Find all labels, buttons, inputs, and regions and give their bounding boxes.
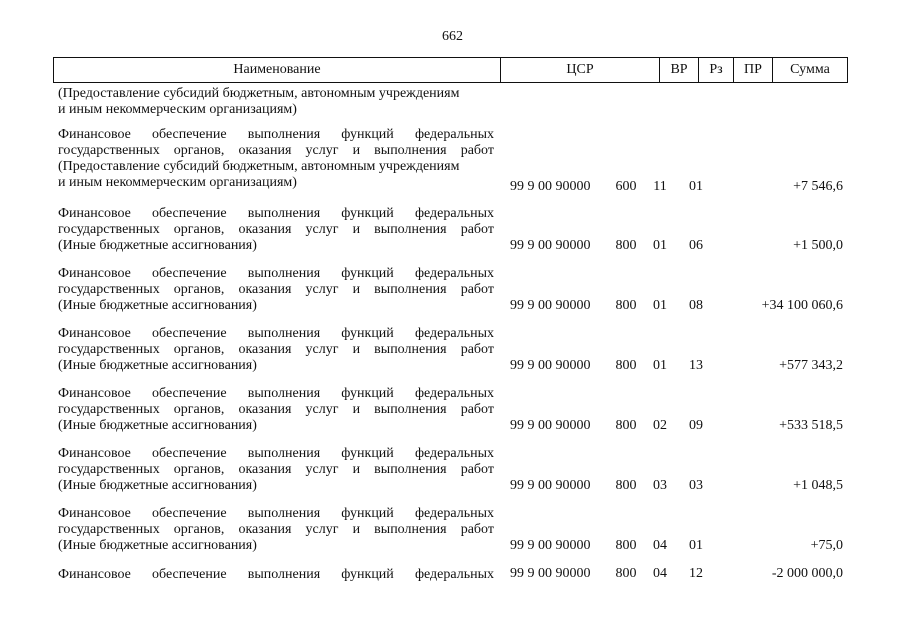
text-line: государственных органов, оказания услуг и выполнения работ [58, 143, 494, 158]
text-line: Финансовое обеспечение выполнения функций федеральных [58, 127, 494, 142]
cell-rz: 04 [653, 566, 667, 581]
cell-csr: 99 9 00 90000 [510, 298, 591, 313]
table-row-name [58, 446, 494, 494]
cell-sum: +1 500,0 [793, 238, 843, 253]
text-line: Финансовое обеспечение выполнения функций федеральных [58, 446, 494, 461]
text-line: Финансовое обеспечение выполнения функций федеральных [58, 206, 494, 221]
table-row-name [58, 386, 494, 434]
cell-sum: +75,0 [810, 538, 843, 553]
table-row-name [58, 206, 494, 254]
page-number: 662 [442, 29, 463, 44]
cell-csr: 99 9 00 90000 [510, 358, 591, 373]
table-row-name [58, 506, 494, 554]
cell-sum: +533 518,5 [779, 418, 843, 433]
cell-csr: 99 9 00 90000 [510, 418, 591, 433]
cell-csr: 99 9 00 90000 [510, 538, 591, 553]
continuation-text [58, 86, 494, 118]
cell-pr: 08 [689, 298, 703, 313]
cell-vr: 800 [615, 478, 637, 493]
cell-vr: 800 [615, 418, 637, 433]
table-row-name [58, 567, 494, 583]
cell-vr: 800 [615, 566, 637, 581]
cell-csr: 99 9 00 90000 [510, 566, 591, 581]
cell-pr: 06 [689, 238, 703, 253]
text-line: государственных органов, оказания услуг и выполнения работ [58, 282, 494, 297]
text-line: Финансовое обеспечение выполнения функций федеральных [58, 567, 494, 582]
header-rz: Рз [698, 58, 733, 82]
table-row-name [58, 266, 494, 314]
text-line: (Иные бюджетные ассигнования) [58, 298, 257, 313]
text-line: государственных органов, оказания услуг и выполнения работ [58, 222, 494, 237]
header-csr: ЦСР [500, 58, 659, 82]
text-line: (Иные бюджетные ассигнования) [58, 538, 257, 553]
header-pr: ПР [733, 58, 772, 82]
cell-vr: 800 [615, 358, 637, 373]
text-line: (Иные бюджетные ассигнования) [58, 478, 257, 493]
cell-sum: +1 048,5 [793, 478, 843, 493]
cell-vr: 800 [615, 238, 637, 253]
text-line: Финансовое обеспечение выполнения функций федеральных [58, 506, 494, 521]
table-row-name [58, 326, 494, 374]
cell-rz: 02 [653, 418, 667, 433]
cell-rz: 01 [653, 238, 667, 253]
cell-csr: 99 9 00 90000 [510, 179, 591, 194]
header-name: Наименование [233, 62, 321, 77]
text-line: (Иные бюджетные ассигнования) [58, 238, 257, 253]
cell-rz: 01 [653, 358, 667, 373]
text-line: (Иные бюджетные ассигнования) [58, 358, 257, 373]
text-line: (Предоставление субсидий бюджетным, автономным учреждениям [58, 86, 460, 101]
text-line: Финансовое обеспечение выполнения функций федеральных [58, 266, 494, 281]
table-row-name [58, 127, 494, 191]
cell-vr: 600 [615, 179, 637, 194]
table-header [53, 57, 848, 83]
cell-sum: +34 100 060,6 [761, 298, 843, 313]
cell-pr: 09 [689, 418, 703, 433]
cell-pr: 13 [689, 358, 703, 373]
cell-vr: 800 [615, 298, 637, 313]
text-line: Финансовое обеспечение выполнения функций федеральных [58, 326, 494, 341]
cell-pr: 01 [689, 179, 703, 194]
cell-pr: 12 [689, 566, 703, 581]
header-vr: ВР [659, 58, 698, 82]
cell-rz: 03 [653, 478, 667, 493]
cell-csr: 99 9 00 90000 [510, 238, 591, 253]
cell-pr: 03 [689, 478, 703, 493]
cell-vr: 800 [615, 538, 637, 553]
text-line: (Предоставление субсидий бюджетным, автономным учреждениям [58, 159, 460, 174]
cell-sum: +7 546,6 [793, 179, 843, 194]
text-line: государственных органов, оказания услуг и выполнения работ [58, 342, 494, 357]
text-line: и иным некоммерческим организациям) [58, 175, 297, 190]
cell-rz: 04 [653, 538, 667, 553]
text-line: государственных органов, оказания услуг и выполнения работ [58, 462, 494, 477]
text-line: и иным некоммерческим организациям) [58, 102, 297, 117]
text-line: государственных органов, оказания услуг и выполнения работ [58, 522, 494, 537]
cell-sum: +577 343,2 [779, 358, 843, 373]
header-sum: Сумма [772, 58, 847, 82]
text-line: Финансовое обеспечение выполнения функций федеральных [58, 386, 494, 401]
text-line: государственных органов, оказания услуг и выполнения работ [58, 402, 494, 417]
cell-pr: 01 [689, 538, 703, 553]
cell-rz: 11 [653, 179, 667, 194]
cell-rz: 01 [653, 298, 667, 313]
cell-csr: 99 9 00 90000 [510, 478, 591, 493]
text-line: (Иные бюджетные ассигнования) [58, 418, 257, 433]
cell-sum: -2 000 000,0 [771, 566, 843, 581]
